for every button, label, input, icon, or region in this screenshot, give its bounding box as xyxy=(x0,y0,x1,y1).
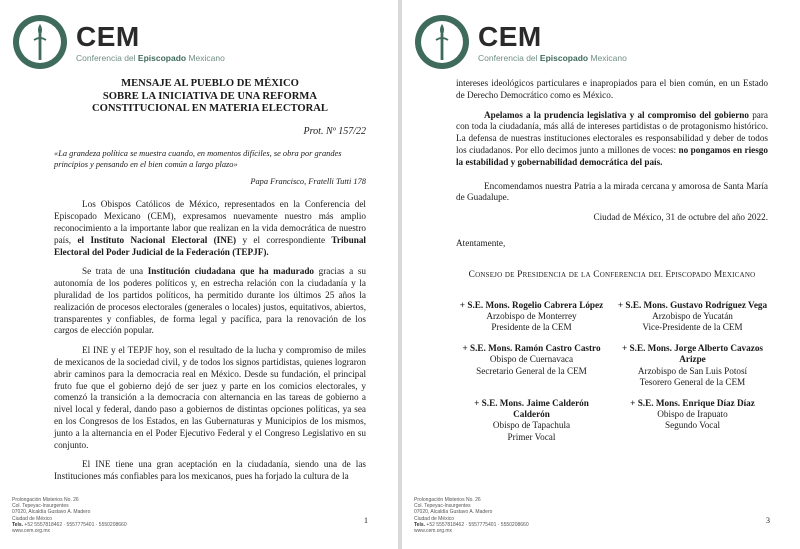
page-number: 1 xyxy=(364,516,368,525)
page-number: 3 xyxy=(766,516,770,525)
document-date: Ciudad de México, 31 de octubre del año 2022. xyxy=(593,212,768,223)
signatory: + S.E. Mons. Ramón Castro Castro Obispo de Cuernavaca Secretario General de la CEM xyxy=(462,343,601,376)
signatory: + S.E. Mons. Gustavo Rodríguez Vega Arzobispo de Yucatán Vice-Presidente de la CEM xyxy=(617,299,768,332)
paragraph: Los Obispos Católicos de México, representados en la Conferencia del Episcopado Mexicano (CEM), expresamos nuevamente nuestro más amplio reconocimiento a la importante labor que realizan en la vida democrática de nuestro país, el Instituto Nacional Electoral (INE) y el correspondiente Tribunal Electoral del Poder Judicial de la Federación (TEPJF). xyxy=(54,199,366,257)
signatory: + S.E. Mons. Rogelio Cabrera López Arzobispo de Monterrey Presidente de la CEM xyxy=(459,299,604,332)
closing-salutation: Atentamente, xyxy=(456,237,506,248)
paragraph: Apelamos a la prudencia legislativa y al compromiso del gobierno para con toda la ciudadanía, más allá de intereses partidistas o de protagonismo histórico. La defensa de nuestras instituciones electorales es responsabilidad y deber de todos los ciudadanos. Por ello decimos junto a millones de voces: no pongamos en riesgo la estabilidad y gobernabilidad democrática del país. xyxy=(456,109,768,167)
signatory: + S.E. Mons. Enrique Díaz Díaz Obispo de Irapuato Segundo Vocal xyxy=(630,397,755,431)
page-footer: Prolongación Misterios No. 26 Col. Tepeyac-Insurgentes 07020, Alcaldía Gustavo A. Madero Ciudad de México Tels. +52 5557818462 · 5557775401 · 5550208660 www.cem.org.mx xyxy=(12,497,127,535)
paragraph: intereses ideológicos particulares e inapropiados para el bien común, en un Estado de Derecho Democrático como es México. xyxy=(456,78,768,100)
cem-logo xyxy=(414,14,627,70)
epigraph-source: Papa Francisco, Fratelli Tutti 178 xyxy=(250,176,366,186)
logo-title: CEM xyxy=(76,20,140,52)
page-3-body xyxy=(456,78,768,443)
website-link[interactable]: www.cem.org.mx xyxy=(12,528,51,535)
cem-emblem-icon xyxy=(414,14,470,70)
paragraph: El INE y el TEPJF hoy, son el resultado de la lucha y compromiso de miles de mexicanos de la sociedad civil, y de todos los signos partidistas, quienes lograron abrir caminos para la democracia real en México. Desde su fundación, el principal fruto fue que el gobierno dejó de ser juez y parte en los comicios electorales, y comenzó la transición a la democracia con alternancia en las tareas de gobierno a nivel local y federal, dando paso a gobiernos de distintas opciones políticas, ya sea en los Congresos de los Estados, en las Gubernaturas y Municipios de los mismos, junto a la alternancia en el Poder Ejecutivo Federal y el Congreso Legislativo en su conjunto. xyxy=(54,345,366,450)
page-footer: Prolongación Misterios No. 26 Col. Tepeyac-Insurgentes 07020, Alcaldía Gustavo A. Madero Ciudad de México Tels. +52 5557818462 · 5557775401 · 5550208660 www.cem.org.mx xyxy=(414,497,529,535)
logo-subtitle: Conferencia del Episcopado Mexicano xyxy=(76,52,225,63)
page-1-body xyxy=(54,78,366,491)
paragraph: El INE tiene una gran aceptación en la ciudadanía, siendo una de las Instituciones más confiables para los mexicanos, pues ha forjado la cultura de la xyxy=(54,459,366,482)
protocol-number: Prot. Nº 157/22 xyxy=(303,125,366,137)
document-title: MENSAJE AL PUEBLO DE MÉXICO SOBRE LA INICIATIVA DE UNA REFORMA CONSTITUCIONAL EN MATERIA ELECTORAL xyxy=(92,78,328,115)
signatory: + S.E. Mons. Jaime Calderón Calderón Obispo de Tapachula Primer Vocal xyxy=(474,397,589,442)
paragraph: Se trata de una Institución ciudadana que ha madurado gracias a su autonomía de los poderes políticos y, en estrecha relación con la ciudadanía y la pluralidad de los partidos políticos, ha permitido durante los últimos 25 años la realización de procesos electorales (generales o locales) justos, equitativos, abiertos, transparentes y confiables, de forma legal y pacífica, para la renovación de los cargos de elección popular. xyxy=(54,266,366,336)
website-link[interactable]: www.cem.org.mx xyxy=(414,528,453,535)
signatories xyxy=(456,300,768,443)
council-title: Consejo de Presidencia de la Conferencia del Episcopado Mexicano xyxy=(468,269,756,280)
logo-title: CEM xyxy=(478,20,542,52)
cem-emblem-icon xyxy=(12,14,68,70)
document-page-1 xyxy=(0,0,398,549)
cem-logo xyxy=(12,14,225,70)
document-page-3 xyxy=(402,0,800,549)
logo-subtitle: Conferencia del Episcopado Mexicano xyxy=(478,52,627,63)
signatory: + S.E. Mons. Jorge Alberto Cavazos Arizpe Arzobispo de San Luis Potosí Tesorero General de la CEM xyxy=(622,343,763,387)
paragraph: Encomendamos nuestra Patria a la mirada cercana y amorosa de Santa María de Guadalupe. xyxy=(456,180,768,203)
epigraph-quote: «La grandeza política se muestra cuando, en momentos difíciles, se obra por grandes principios y pensando en el bien común a largo plazo» xyxy=(54,148,342,169)
